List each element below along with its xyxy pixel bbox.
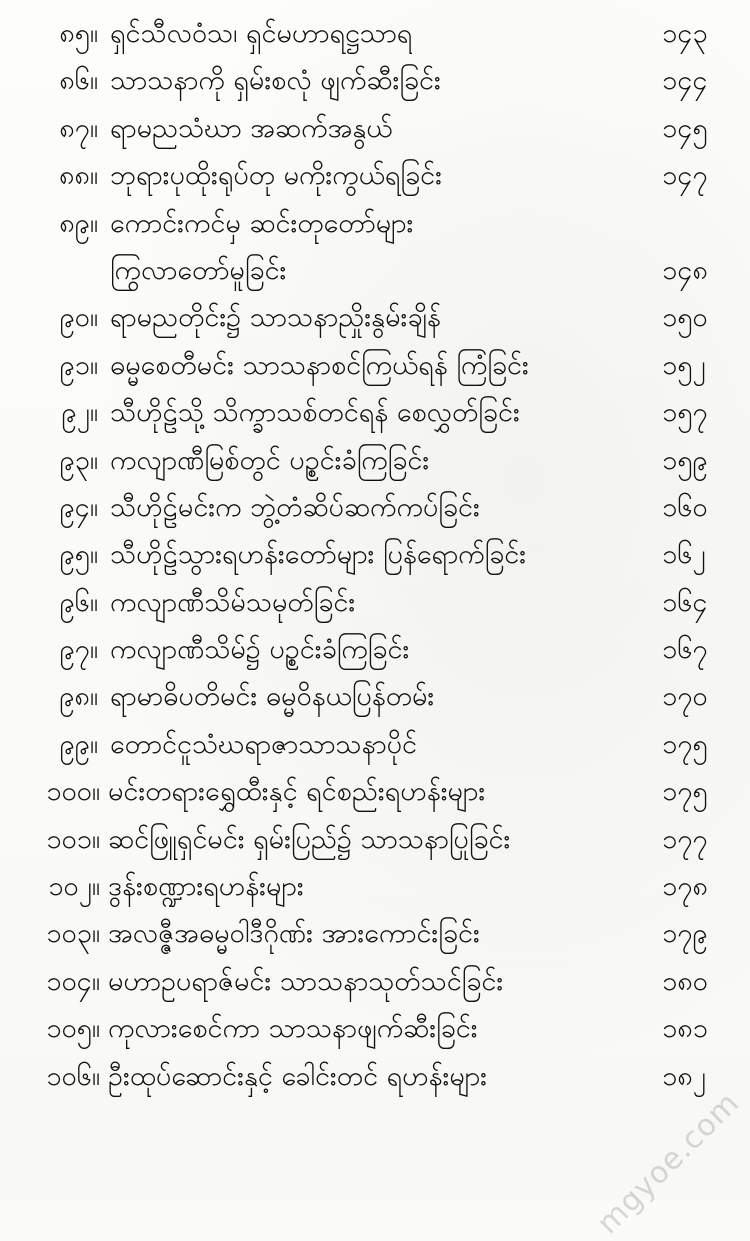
toc-number: ၁၀၅။ <box>46 1013 100 1045</box>
toc-title: ဘုရားပုထိုးရုပ်တု မကိုးကွယ်ရခြင်း <box>110 160 442 192</box>
toc-page-number: ၁၅၂ <box>662 349 706 381</box>
toc-number: ၉၇။ <box>59 634 98 666</box>
toc-row <box>0 863 750 910</box>
toc-number: ၁၀၀။ <box>46 776 100 808</box>
toc-title: ကုလားစေင်ကာ သာသနာဖျက်ဆီးခြင်း <box>108 1013 478 1045</box>
toc-row <box>0 294 750 341</box>
table-of-contents <box>0 10 750 1100</box>
toc-title: ကလျာဏီသိမ်၌ ပဉ္စင်းခံကြခြင်း <box>110 634 410 666</box>
toc-page-number: ၁၄၃ <box>662 18 708 49</box>
toc-page-number: ၁၅၉ <box>662 444 708 476</box>
toc-row <box>0 342 750 389</box>
toc-number: ၁၀၁။ <box>46 823 100 855</box>
toc-row <box>0 152 750 199</box>
toc-number: ၉၁။ <box>59 349 98 381</box>
watermark: mgyoe.com <box>590 1085 746 1241</box>
toc-row <box>0 484 750 531</box>
toc-title: ဆင်ဖြူရှင်မင်း ရှမ်းပြည်၌ သာသနာပြုခြင်း <box>108 823 511 855</box>
toc-row <box>0 579 750 626</box>
toc-title: သီဟိုဠ်မင်းက ဘွဲ့တံဆိပ်ဆက်ကပ်ခြင်း <box>110 491 480 523</box>
toc-page-number: ၁၄၇ <box>662 160 708 192</box>
toc-title: သီဟိုဠ်သို့ သိက္ခာသစ်တင်ရန် စေလွှတ်ခြင်း <box>110 397 520 429</box>
toc-row <box>0 721 750 768</box>
toc-row <box>0 1005 750 1052</box>
toc-title: ဦးထုပ်ဆောင်းနှင့် ခေါင်းတင် ရဟန်းများ <box>108 1060 488 1092</box>
toc-row <box>0 673 750 720</box>
toc-number: ၁၀၆။ <box>46 1060 100 1092</box>
toc-number: ၁၀၄။ <box>46 965 100 997</box>
toc-row <box>0 105 750 152</box>
toc-page-number: ၁၆၄ <box>662 586 708 618</box>
toc-number: ၁၀၂။ <box>48 871 100 903</box>
toc-title: ရှင်သီလဝံသ၊ ရှင်မဟာရဋ္ဌသာရ <box>110 18 413 49</box>
toc-row <box>0 389 750 436</box>
toc-page-number: ၁၈၁ <box>662 1013 708 1045</box>
toc-row <box>0 958 750 1005</box>
toc-page-number: ၁၆၂ <box>662 539 706 571</box>
toc-title: ကလျာဏီသိမ်သမုတ်ခြင်း <box>110 586 356 618</box>
toc-number: ၈၅။ <box>59 18 98 49</box>
toc-number: ၈၉။ <box>59 207 98 239</box>
toc-page-number: ၁၇၇ <box>662 823 708 855</box>
toc-row <box>0 768 750 815</box>
toc-row <box>0 910 750 957</box>
toc-page-number: ၁၆၇ <box>662 634 708 666</box>
toc-title: ရာမာဓိပတိမင်း ဓမ္မဝိနယပြန်တမ်း <box>110 681 435 713</box>
toc-title: မဟာဥပရာဇ်မင်း သာသနာသုတ်သင်ခြင်း <box>108 965 504 997</box>
toc-title: မင်းတရားရွှေထီးနှင့် ရင်စည်းရဟန်းများ <box>108 776 486 808</box>
toc-page-number: ၁၇၅ <box>662 728 708 760</box>
toc-row <box>0 531 750 578</box>
toc-row <box>0 200 750 247</box>
toc-row-continuation <box>0 247 750 294</box>
toc-row <box>0 437 750 484</box>
toc-title: ရာမညသံဃာ အဆက်အနွယ် <box>110 112 393 144</box>
toc-title: သာသနာကို ရှမ်းစလုံ ဖျက်ဆီးခြင်း <box>110 65 441 97</box>
toc-number: ၈၈။ <box>58 160 98 192</box>
toc-title: ကလျာဏီမြစ်တွင် ပဉ္စင်းခံကြခြင်း <box>110 444 430 476</box>
toc-page-number: ၁၅၀ <box>662 302 708 334</box>
toc-number: ၉၄။ <box>59 491 98 523</box>
toc-title: ရာမညတိုင်း၌ သာသနာညှိုးနွမ်းချိန် <box>110 302 441 334</box>
toc-page-number: ၁၇၅ <box>662 776 708 808</box>
toc-number: ၉၉။ <box>59 728 98 760</box>
toc-row <box>0 816 750 863</box>
toc-title: တောင်ငူသံဃရာဇာသာသနာပိုင် <box>110 728 417 760</box>
toc-page-number: ၁၄၈ <box>662 254 708 286</box>
toc-page-number: ၁၇၉ <box>662 918 708 950</box>
toc-number: ၉၅။ <box>59 539 98 571</box>
toc-page-number: ၁၈၂ <box>662 1060 706 1092</box>
toc-number: ၈၆။ <box>59 65 98 97</box>
toc-row <box>0 57 750 104</box>
toc-page-number: ၁၇၈ <box>662 871 708 903</box>
toc-number: ၉၈။ <box>59 681 98 713</box>
toc-title: ဓမ္မစေတီမင်း သာသနာစင်ကြယ်ရန် ကြံခြင်း <box>110 349 529 381</box>
toc-row <box>0 626 750 673</box>
toc-page-number: ၁၈၀ <box>662 965 708 997</box>
toc-title: ကောင်းကင်မှ ဆင်းတုတော်များ <box>110 207 414 239</box>
toc-row <box>0 1053 750 1100</box>
toc-row <box>0 10 750 57</box>
toc-number: ၉၀။ <box>59 302 98 334</box>
toc-page-number: ၁၇၀ <box>662 681 708 713</box>
toc-number: ၉၆။ <box>59 586 98 618</box>
toc-page-number: ၁၄၅ <box>662 112 708 144</box>
toc-number: ၁၀၃။ <box>46 918 100 950</box>
toc-page-number: ၁၆၀ <box>662 491 708 523</box>
toc-title: ကြွလာတော်မူခြင်း <box>110 254 287 286</box>
toc-title: အလဇ္ဇီအဓမ္မဝါဒီဂိုဏ်း အားကောင်းခြင်း <box>108 918 480 950</box>
toc-title: ဒွန်းစဏ္ဍားရဟန်းများ <box>108 871 304 903</box>
toc-title: သီဟိုဠ်သွားရဟန်းတော်များ ပြန်ရောက်ခြင်း <box>110 539 527 571</box>
toc-page-number: ၁၄၄ <box>662 65 708 97</box>
toc-number: ၈၇။ <box>59 112 98 144</box>
toc-number: ၉၃။ <box>59 444 98 476</box>
toc-number: ၉၂။ <box>61 397 98 429</box>
toc-page-number: ၁၅၇ <box>662 397 708 429</box>
